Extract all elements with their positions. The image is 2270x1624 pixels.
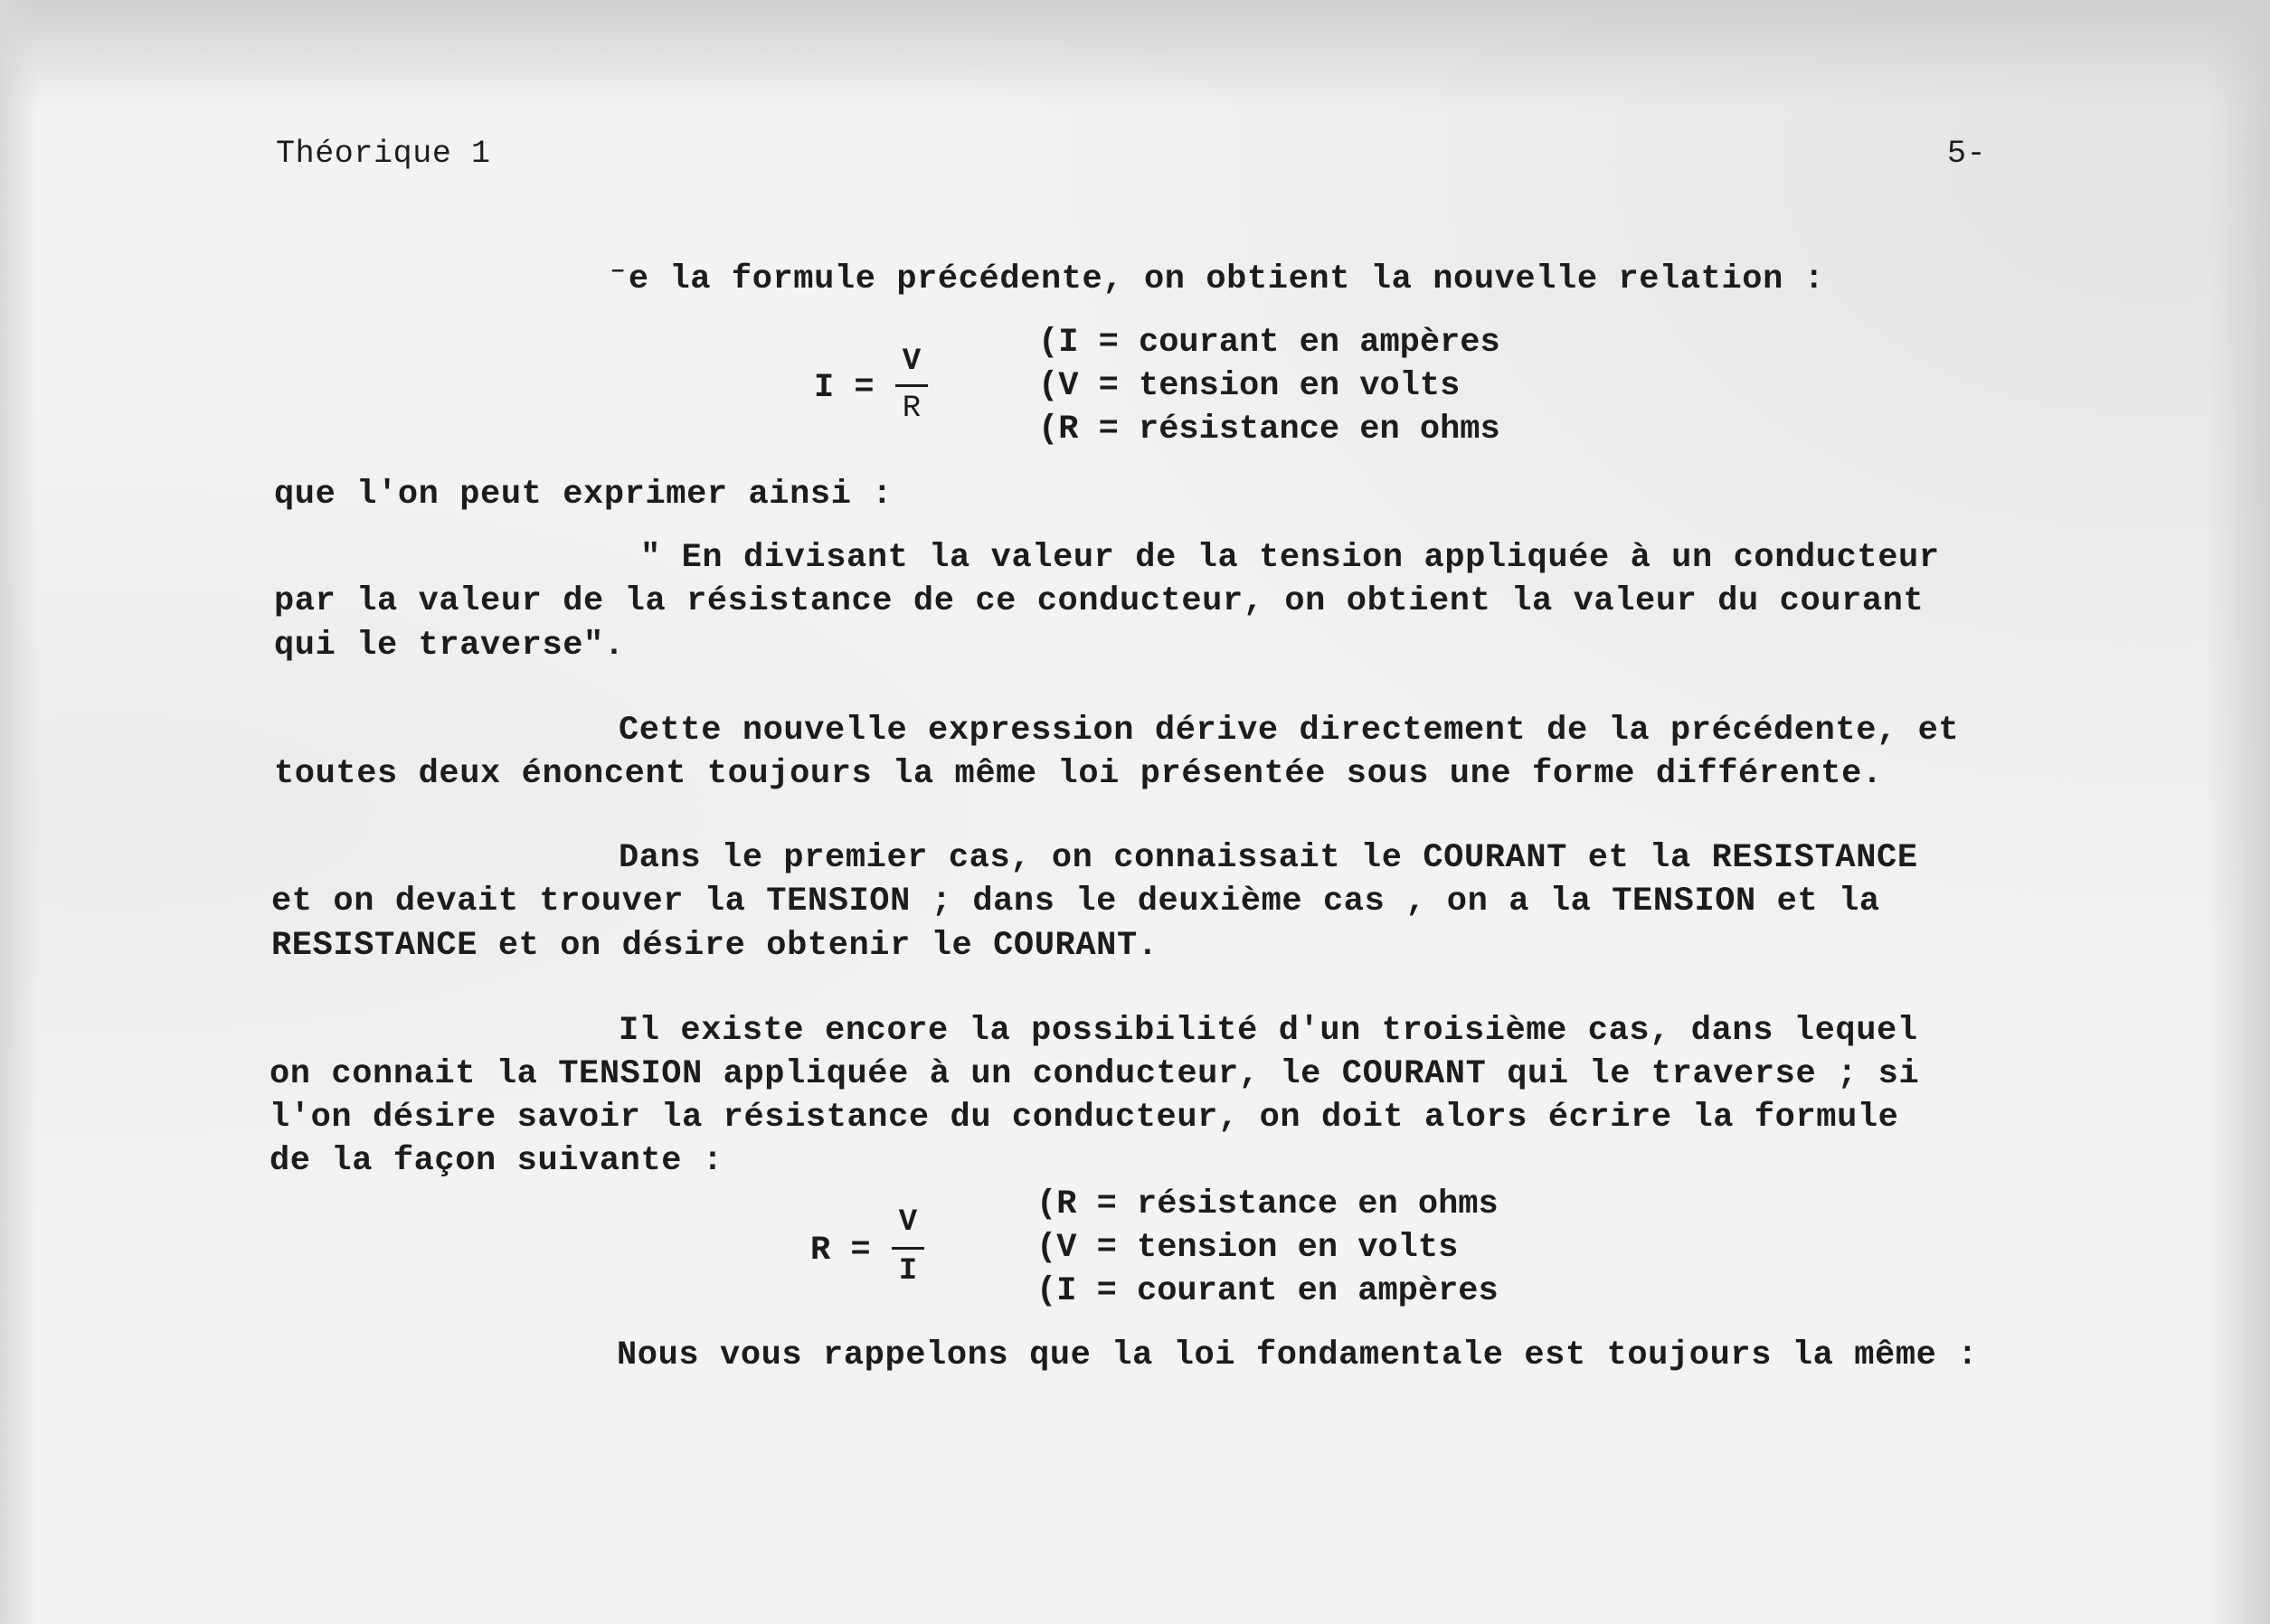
paragraph3-line-4: de la façon suivante :: [270, 1142, 724, 1180]
formula1-legend-voltage: (V = tension en volts: [1038, 367, 1461, 405]
scan-shadow-right: [2207, 0, 2270, 1624]
paragraph1-line-1: Cette nouvelle expression dérive directement de la précédente, et: [619, 712, 1960, 750]
paragraph3-line-1: Il existe encore la possibilité d'un troisième cas, dans lequel: [619, 1012, 1918, 1050]
quote-line-3: qui le traverse".: [274, 627, 625, 665]
paragraph2-line-2: et on devait trouver la TENSION ; dans le deuxième cas , on a la TENSION et la: [271, 883, 1880, 921]
formula1-legend-current: (I = courant en ampères: [1038, 324, 1500, 362]
express-line: que l'on peut exprimer ainsi :: [274, 476, 894, 514]
formula-denominator: R: [902, 392, 922, 426]
closing-line: Nous vous rappelons que la loi fondamentale est toujours la même :: [617, 1336, 1979, 1374]
formula-lhs: I =: [814, 369, 875, 407]
fraction-bar: [892, 1247, 924, 1250]
paragraph2-line-3: RESISTANCE et on désire obtenir le COURANT.: [271, 927, 1159, 965]
formula2-legend-resistance: (R = résistance en ohms: [1036, 1185, 1499, 1223]
paragraph3-line-3: l'on désire savoir la résistance du conducteur, on doit alors écrire la formule: [270, 1099, 1899, 1137]
formula-numerator: V: [902, 345, 922, 379]
formula-denominator: I: [898, 1254, 918, 1289]
paragraph1-line-2: toutes deux énoncent toujours la même loi présentée sous une forme différente.: [274, 755, 1883, 793]
formula1-legend-resistance: (R = résistance en ohms: [1038, 411, 1500, 448]
intro-line: ⁻e la formule précédente, on obtient la nouvelle relation :: [608, 260, 1825, 298]
formula2-legend-current: (I = courant en ampères: [1036, 1272, 1499, 1310]
fraction-bar: [895, 384, 928, 387]
paragraph3-line-2: on connait la TENSION appliquée à un conducteur, le COURANT qui le traverse ; si: [270, 1055, 1920, 1093]
scan-shadow-top: [0, 0, 2270, 109]
page-number: 5-: [1947, 136, 1987, 172]
paragraph2-line-1: Dans le premier cas, on connaissait le COURANT et la RESISTANCE: [619, 839, 1918, 877]
formula-numerator: V: [898, 1205, 918, 1240]
formula2-legend-voltage: (V = tension en volts: [1036, 1229, 1459, 1267]
quote-line-1: " En divisant la valeur de la tension appliquée à un conducteur: [640, 539, 1940, 577]
quote-line-2: par la valeur de la résistance de ce conducteur, on obtient la valeur du courant: [274, 582, 1925, 620]
scan-shadow-left: [0, 0, 38, 1624]
formula-lhs: R =: [810, 1232, 871, 1270]
section-header: Théorique 1: [276, 136, 491, 172]
